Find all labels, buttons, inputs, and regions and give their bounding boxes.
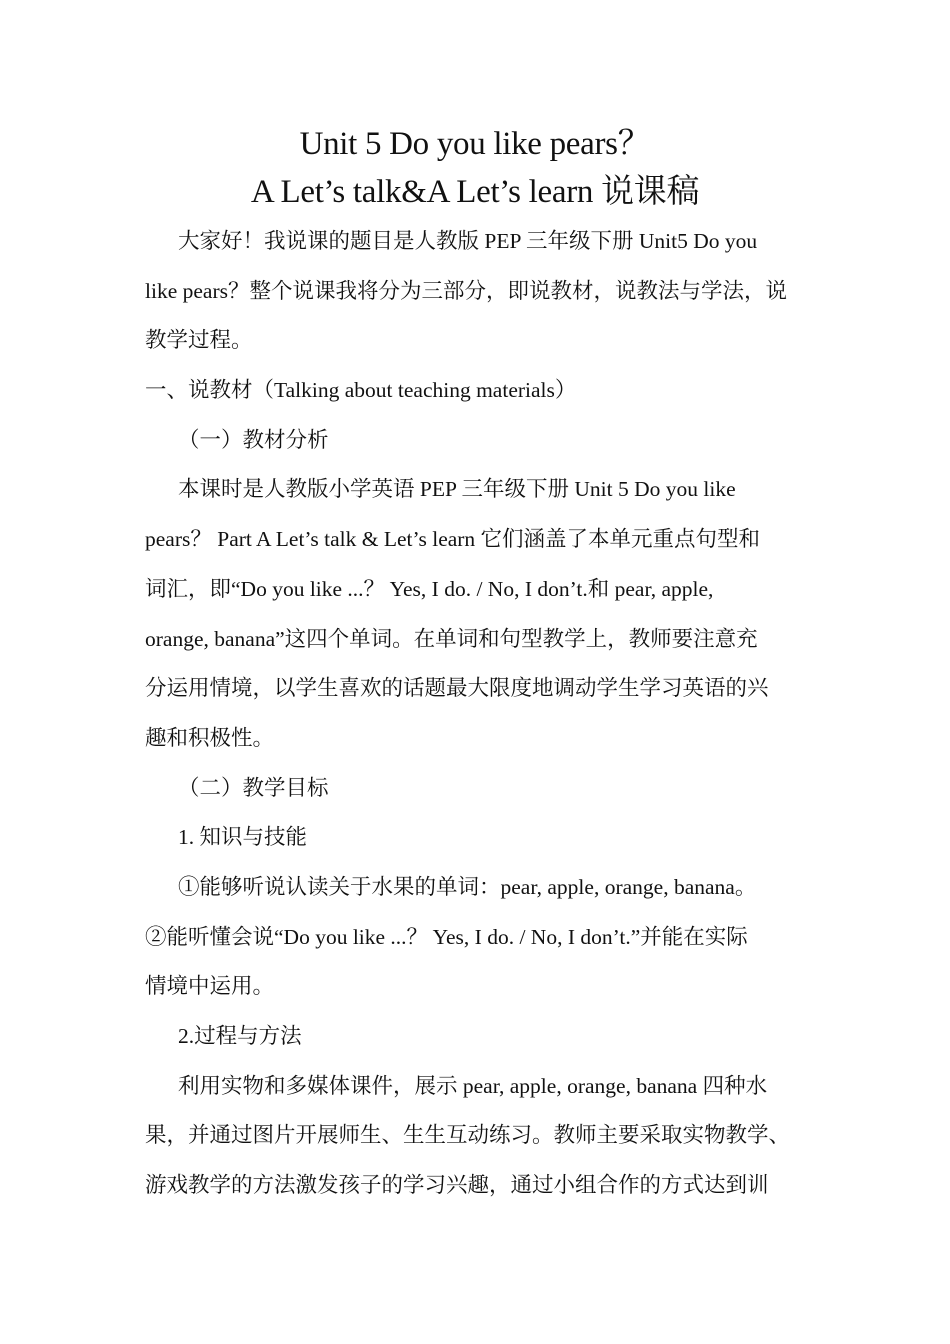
goal-line: 游戏教学的方法激发孩子的学习兴趣，通过小组合作的方式达到训 bbox=[145, 1173, 769, 1198]
paragraph-line: 分运用情境，以学生喜欢的话题最大限度地调动学生学习英语的兴 bbox=[145, 676, 769, 701]
intro-line: 教学过程。 bbox=[145, 328, 253, 353]
paragraph-line: pears？ Part A Let’s talk & Let’s learn 它们涵盖了本单元重点句型和 bbox=[145, 527, 761, 552]
goal-heading: 2.过程与方法 bbox=[178, 1024, 302, 1048]
title-line-2: A Let’s talk&A Let’s learn 说课稿 bbox=[250, 174, 700, 210]
goal-line: 果，并通过图片开展师生、生生互动练习。教师主要采取实物教学、 bbox=[145, 1123, 791, 1148]
goal-line: ②能听懂会说“Do you like ...？ Yes, I do. / No, I don’t.”并能在实际 bbox=[145, 924, 748, 949]
paragraph-line: 本课时是人教版小学英语 PEP 三年级下册 Unit 5 Do you like bbox=[178, 477, 736, 502]
subsection-heading: （二）教学目标 bbox=[178, 775, 329, 800]
section-heading: 一、说教材（Talking about teaching materials） bbox=[145, 378, 577, 403]
paragraph-line: 趣和积极性。 bbox=[145, 725, 275, 750]
title-line-1: Unit 5 Do you like pears？ bbox=[299, 126, 651, 162]
goal-line: 利用实物和多媒体课件，展示 pear, apple, orange, banana 四种水 bbox=[178, 1073, 768, 1098]
paragraph-line: 词汇，即“Do you like ...？ Yes, I do. / No, I don’t.和 pear, apple, bbox=[145, 576, 714, 601]
paragraph-line: orange, banana”这四个单词。在单词和句型教学上，教师要注意充 bbox=[145, 626, 758, 651]
document-body bbox=[145, 223, 825, 1217]
goal-heading: 1. 知识与技能 bbox=[178, 825, 308, 850]
goal-line: ①能够听说认读关于水果的单词：pear, apple, orange, banana。 bbox=[178, 874, 757, 899]
goal-line: 情境中运用。 bbox=[145, 974, 275, 999]
document-title bbox=[0, 120, 950, 216]
subsection-heading: （一）教材分析 bbox=[178, 427, 329, 452]
intro-line: like pears？整个说课我将分为三部分，即说教材，说教法与学法，说 bbox=[145, 278, 787, 303]
intro-line: 大家好！我说课的题目是人教版 PEP 三年级下册 Unit5 Do you bbox=[178, 229, 758, 253]
